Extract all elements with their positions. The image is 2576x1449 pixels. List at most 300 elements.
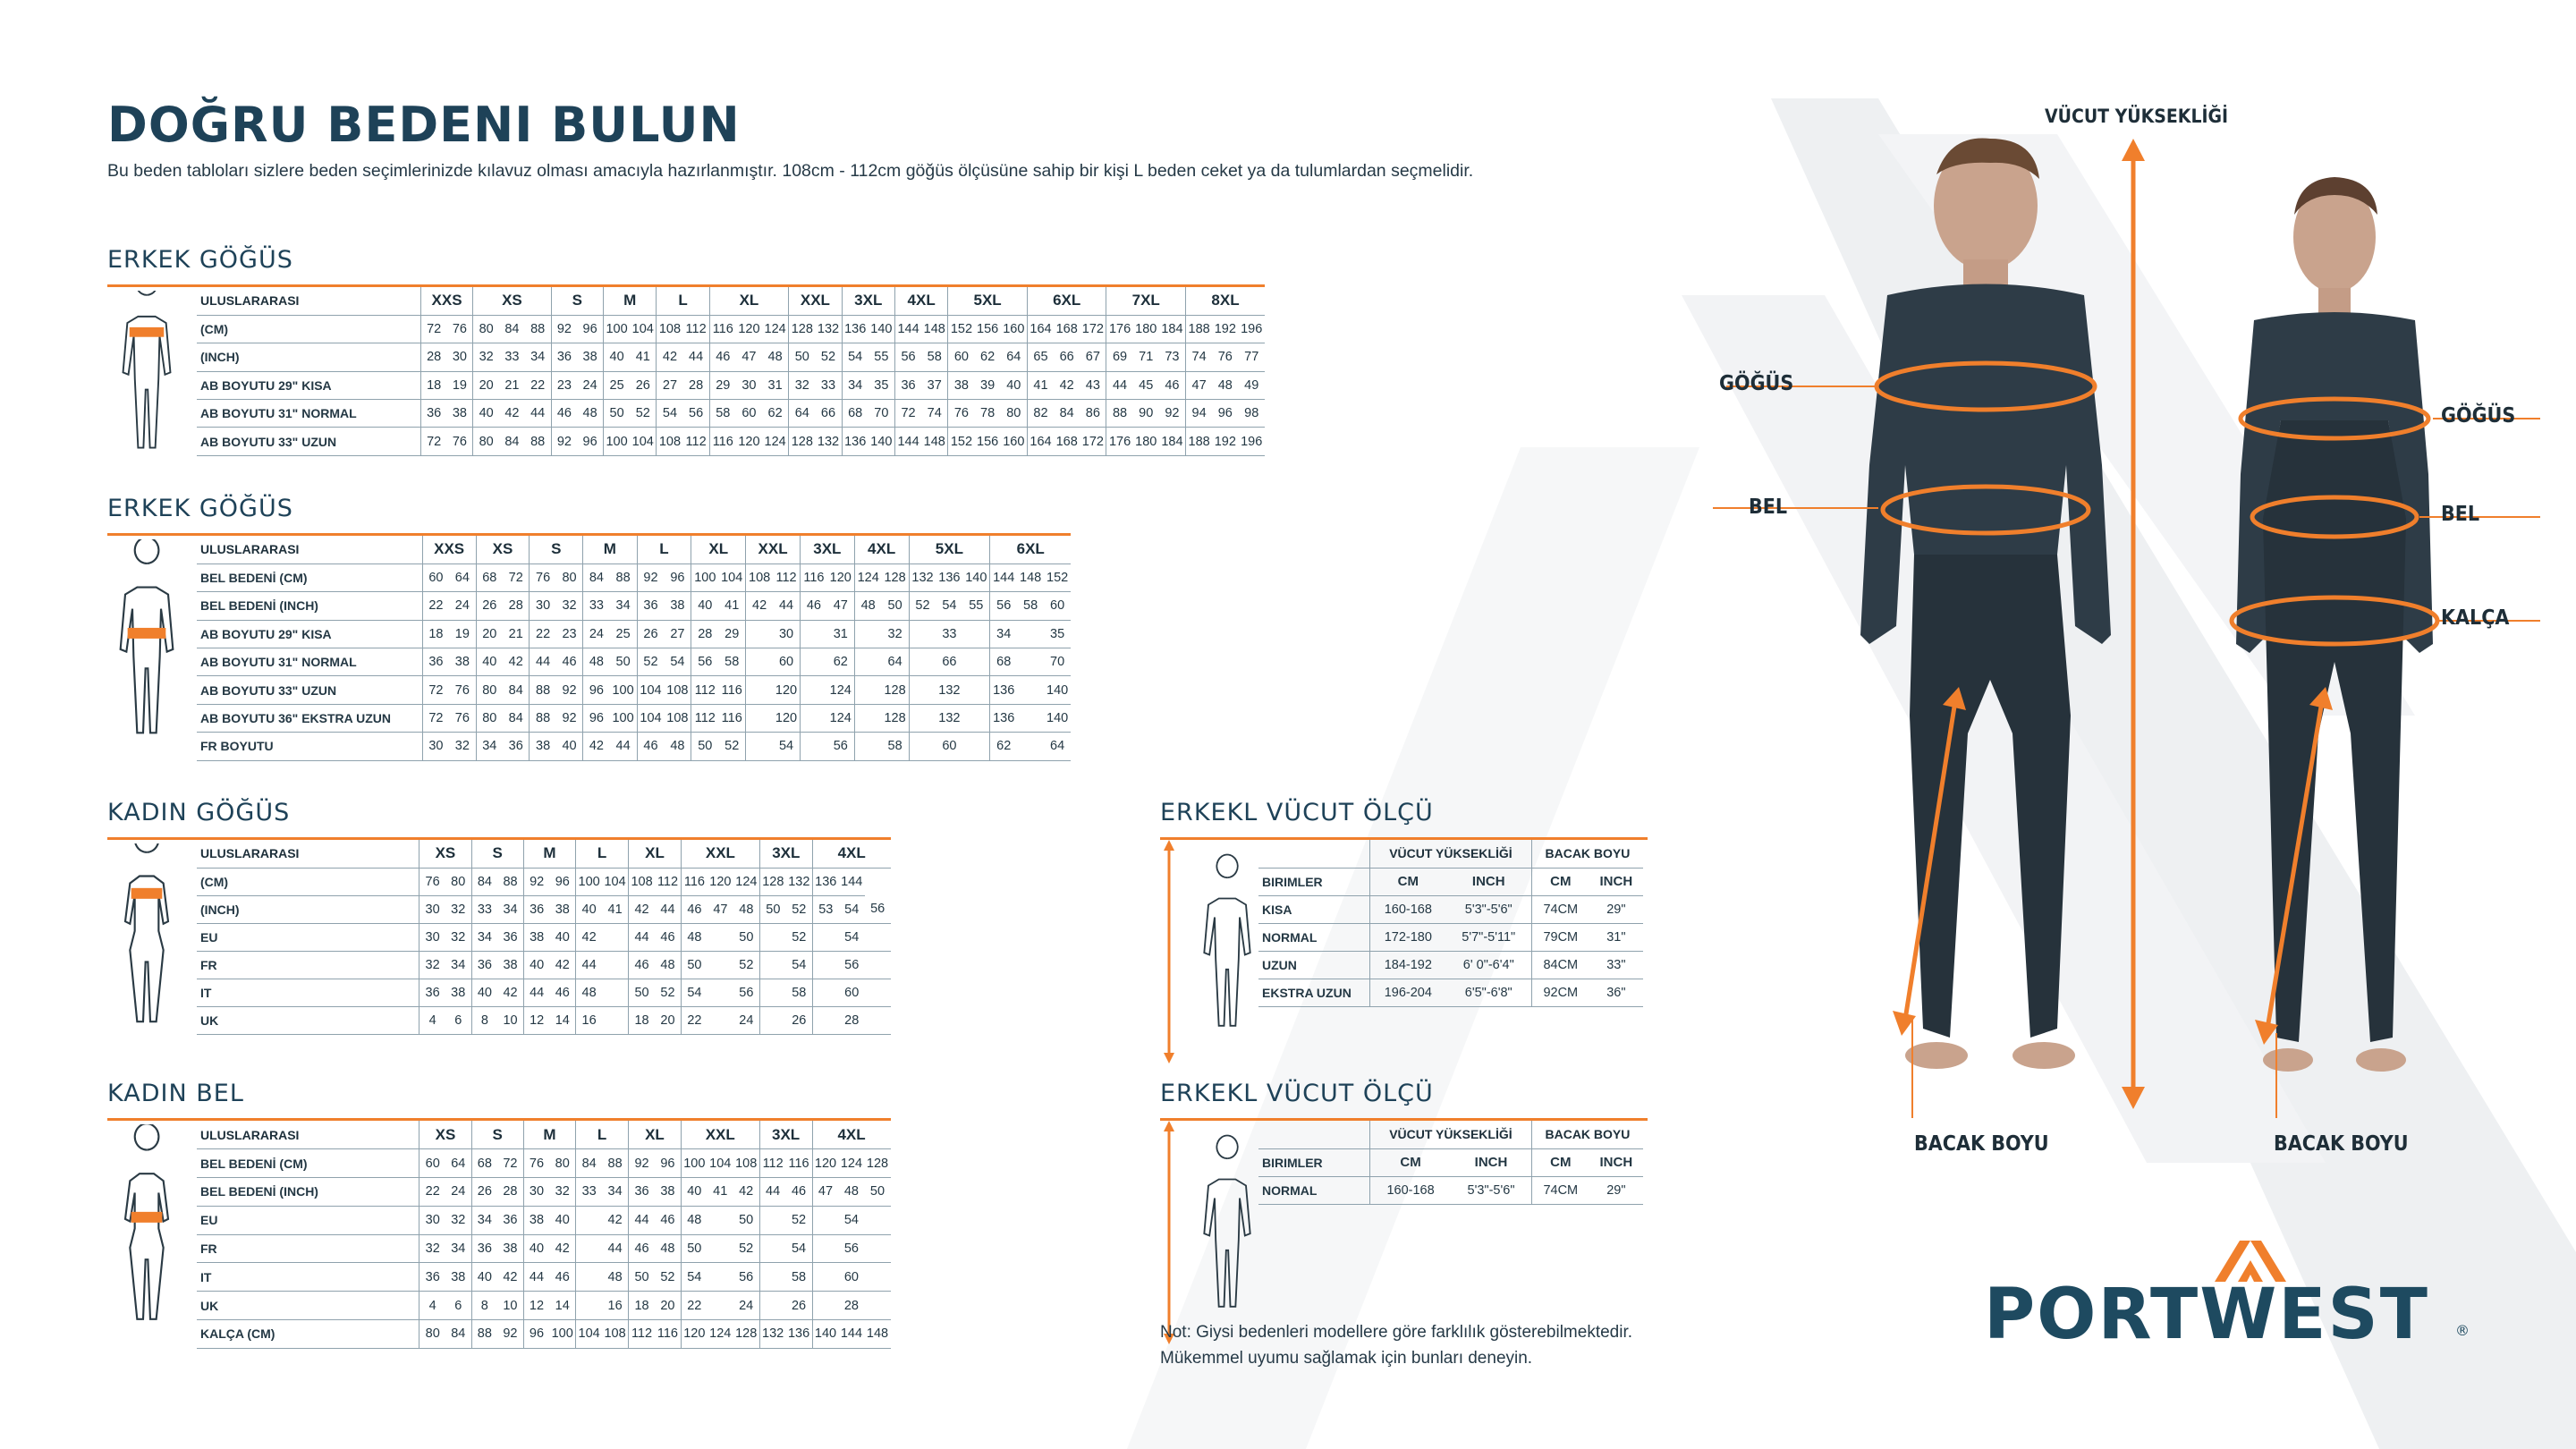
table-cell: 60	[839, 979, 865, 1006]
table-cell: 52	[786, 1206, 812, 1234]
table-cell: 50	[733, 923, 759, 951]
row-label: UZUN	[1258, 951, 1370, 979]
table-cell: 26	[476, 592, 503, 620]
table-cell: 64	[1044, 733, 1071, 760]
table-cell: 98	[1238, 400, 1265, 428]
note-line-2: Mükemmel uyumu sağlamak için bunları deneyin.	[1160, 1349, 1533, 1368]
table-cell: 58	[718, 648, 745, 676]
table-header	[1258, 840, 1370, 868]
table-cell: 136	[990, 676, 1017, 704]
table-cell: 60	[419, 1149, 445, 1178]
table-cell: 172	[1080, 428, 1106, 455]
table-cell: 68	[990, 648, 1017, 676]
table-cell	[1017, 620, 1044, 648]
table-cell: 48	[655, 951, 681, 979]
table-cell: 27	[657, 371, 683, 399]
table-cell: 104	[708, 1149, 733, 1178]
table-cell: 60	[838, 1263, 864, 1292]
table-cell	[812, 1234, 838, 1263]
table-cell: 6'5"-6'8"	[1446, 979, 1532, 1006]
table-cell: 48	[602, 1263, 628, 1292]
table-cell: 12	[523, 1006, 549, 1034]
row-label: AB BOYUTU 31" NORMAL	[197, 648, 422, 676]
table-cell: 176	[1106, 428, 1133, 455]
table-cell: 60	[948, 343, 975, 371]
table-cell: 28	[838, 1292, 864, 1320]
row-label: EU	[197, 1206, 419, 1234]
table-cell: 152	[948, 428, 975, 455]
table-row	[197, 1263, 891, 1292]
table-cell: 58	[786, 979, 812, 1006]
table-cell: 92CM	[1531, 979, 1589, 1006]
table-subheader: CM	[1531, 868, 1589, 895]
table-cell: 38	[530, 733, 556, 760]
table-row	[197, 1178, 891, 1207]
table-cell: 34	[445, 1234, 471, 1263]
table-cell	[909, 733, 936, 760]
table-cell: 44	[1106, 371, 1133, 399]
table-cell: 50	[759, 895, 785, 923]
size-table-3	[107, 1118, 891, 1342]
table-cell	[746, 733, 773, 760]
table-cell: 66	[815, 400, 842, 428]
table-cell: 72	[497, 1149, 523, 1178]
table-cell: 76	[419, 868, 445, 895]
table-row	[197, 620, 1071, 648]
table-cell: 44	[602, 1234, 628, 1263]
table-cell	[746, 704, 773, 732]
table-cell: 92	[1159, 400, 1186, 428]
table-header: VÜCUT YÜKSEKLİĞİ	[1370, 840, 1532, 868]
table-row	[197, 1149, 891, 1178]
table-row	[197, 1292, 891, 1320]
table-cell: 88	[471, 1320, 497, 1349]
table-row	[197, 1320, 891, 1349]
table-cell: 47	[812, 1178, 838, 1207]
table-cell: 36	[471, 951, 497, 979]
table-cell: 104	[718, 564, 745, 591]
size-header: M	[583, 536, 637, 564]
table-cell: 100	[576, 868, 602, 895]
table-cell: 26	[786, 1292, 812, 1320]
table-cell: 26	[637, 620, 664, 648]
table-cell: 28	[683, 371, 710, 399]
table-cell: 60	[1044, 592, 1071, 620]
table-cell: 74	[921, 400, 948, 428]
table-cell: 70	[1044, 648, 1071, 676]
table-cell	[759, 1292, 785, 1320]
table-cell: 68	[476, 564, 503, 591]
body-figure-icon	[111, 843, 182, 1030]
size-header: XXL	[681, 1121, 759, 1149]
size-table-1	[107, 533, 1071, 754]
table-cell	[812, 951, 838, 979]
body-measure-table-4	[1160, 837, 1648, 1000]
table-cell	[865, 979, 891, 1006]
table-cell: 88	[610, 564, 637, 591]
table-cell: 140	[1044, 704, 1071, 732]
row-label: FR BOYUTU	[197, 733, 422, 760]
body-figure-icon	[111, 291, 182, 452]
size-header: 3XL	[759, 840, 812, 868]
table-cell: 100	[610, 704, 637, 732]
table-cell: 104	[637, 676, 664, 704]
table-cell: 38	[549, 895, 575, 923]
height-arrow-icon	[1160, 1121, 1214, 1353]
table-cell: 66	[936, 648, 962, 676]
row-label: NORMAL	[1258, 923, 1370, 951]
row-label: EU	[197, 923, 419, 951]
table-cell: 104	[630, 315, 657, 343]
table-cell: 124	[708, 1320, 733, 1349]
table-cell	[962, 620, 989, 648]
table-row	[197, 564, 1071, 591]
table-cell: 44	[525, 400, 551, 428]
row-label: (INCH)	[197, 895, 419, 923]
table-cell	[708, 923, 733, 951]
table-cell: 42	[733, 1178, 759, 1207]
table-cell: 58	[882, 733, 909, 760]
table-cell: 92	[551, 315, 577, 343]
table-cell: 196-204	[1370, 979, 1446, 1006]
table-cell: 34	[497, 895, 523, 923]
table-cell: 12	[523, 1292, 549, 1320]
table-cell: 124	[827, 676, 854, 704]
table-cell: 56	[827, 733, 854, 760]
table-cell: 80	[445, 868, 471, 895]
table-cell: 56	[865, 895, 891, 923]
table-header-label: ULUSLARARASI	[197, 1121, 419, 1149]
size-header: XXL	[746, 536, 801, 564]
table-cell: 42	[497, 979, 523, 1006]
table-cell: 184	[1159, 315, 1186, 343]
table-cell: 41	[718, 592, 745, 620]
table-cell: 52	[630, 400, 657, 428]
height-arrow	[2122, 139, 2145, 1109]
table-subheader: CM	[1370, 868, 1446, 895]
table-cell: 46	[549, 1263, 575, 1292]
table-cell: 84	[1054, 400, 1080, 428]
table-cell: 84	[503, 676, 530, 704]
row-label: (CM)	[197, 868, 419, 895]
section-title-men-waist: ERKEK GÖĞÜS	[107, 495, 293, 522]
row-label: AB BOYUTU 36" EKSTRA UZUN	[197, 704, 422, 732]
size-table-0	[107, 284, 1265, 449]
table-cell: 44	[610, 733, 637, 760]
table-cell	[759, 1006, 785, 1034]
table-cell: 24	[583, 620, 610, 648]
table-cell: 148	[921, 428, 948, 455]
table-cell: 24	[577, 371, 603, 399]
table-cell: 144	[894, 315, 921, 343]
table-cell: 67	[1080, 343, 1106, 371]
table-cell: 40	[471, 1263, 497, 1292]
table-cell: 46	[786, 1178, 812, 1207]
table-cell: 36	[551, 343, 577, 371]
table-cell	[865, 923, 891, 951]
table-cell: 32	[789, 371, 816, 399]
table-cell: 47	[736, 343, 762, 371]
table-cell: 54	[839, 895, 865, 923]
table-cell: 18	[420, 371, 446, 399]
table-cell: 88	[1106, 400, 1133, 428]
table-cell: 10	[497, 1292, 523, 1320]
table-cell: 31"	[1589, 923, 1643, 951]
table-cell: 48	[854, 592, 881, 620]
table-cell: 168	[1054, 315, 1080, 343]
table-cell: 120	[773, 704, 800, 732]
table-cell: 112	[773, 564, 800, 591]
table-row	[1258, 895, 1643, 923]
table-cell: 48	[733, 895, 759, 923]
table-cell: 44	[683, 343, 710, 371]
table-cell: 18	[422, 620, 449, 648]
table-row	[197, 868, 891, 895]
table-cell: 40	[603, 343, 630, 371]
table-cell: 32	[549, 1178, 575, 1207]
size-header: XXL	[789, 287, 842, 315]
row-label: AB BOYUTU 33" UZUN	[197, 428, 420, 455]
table-cell: 36	[503, 733, 530, 760]
table-header: BACAK BOYU	[1531, 840, 1643, 868]
table-cell	[602, 979, 628, 1006]
table-cell: 68	[842, 400, 869, 428]
table-cell: 72	[422, 676, 449, 704]
table-cell	[854, 648, 881, 676]
table-cell: 42	[629, 895, 655, 923]
table-cell: 96	[583, 676, 610, 704]
table-cell: 108	[664, 704, 691, 732]
section-title-women-chest: KADIN GÖĞÜS	[107, 799, 291, 826]
table-cell: 128	[882, 676, 909, 704]
table-cell: 40	[549, 923, 575, 951]
table-cell: 188	[1186, 428, 1213, 455]
table-cell: 52	[909, 592, 936, 620]
table-cell: 168	[1054, 428, 1080, 455]
table-cell: 192	[1212, 428, 1238, 455]
table-cell	[800, 704, 826, 732]
table-subheader: INCH	[1451, 1148, 1531, 1176]
table-cell: 48	[1212, 371, 1238, 399]
table-cell: 22	[681, 1292, 707, 1320]
table-cell: 40	[473, 400, 499, 428]
table-cell: 42	[499, 400, 525, 428]
table-cell: 41	[1027, 371, 1054, 399]
table-row	[197, 1234, 891, 1263]
table-cell: 42	[549, 1234, 575, 1263]
table-cell: 54	[786, 951, 812, 979]
table-cell: 48	[576, 979, 602, 1006]
table-cell: 26	[630, 371, 657, 399]
table-cell	[759, 1206, 785, 1234]
table-cell: 30	[447, 343, 473, 371]
table-cell: 52	[733, 1234, 759, 1263]
table-row	[197, 343, 1265, 371]
table-cell: 128	[864, 1149, 890, 1178]
table-cell: 38	[497, 951, 523, 979]
table-cell: 30	[523, 1178, 549, 1207]
table-subheader: BIRIMLER	[1258, 868, 1370, 895]
table-cell: 160-168	[1370, 1176, 1452, 1204]
table-cell: 60	[422, 564, 449, 591]
section-title-body-measure-2: ERKEKL VÜCUT ÖLÇÜ	[1160, 1080, 1434, 1107]
table-cell: 50	[629, 1263, 655, 1292]
table-cell: 84	[503, 704, 530, 732]
table-cell: 88	[530, 704, 556, 732]
table-cell	[812, 979, 838, 1006]
table-cell: 34	[842, 371, 869, 399]
table-cell: 18	[629, 1006, 655, 1034]
table-cell: 80	[556, 564, 583, 591]
table-cell: 40	[523, 951, 549, 979]
table-cell: 136	[842, 315, 869, 343]
table-cell: 38	[664, 592, 691, 620]
note-line-1: Not: Giysi bedenleri modellere göre farklılık gösterebilmektedir.	[1160, 1323, 1633, 1342]
table-cell: 52	[733, 951, 759, 979]
table-cell	[759, 923, 785, 951]
table-cell: 52	[637, 648, 664, 676]
size-header: L	[637, 536, 691, 564]
male-model	[1860, 139, 2111, 1070]
size-header: M	[523, 840, 575, 868]
table-cell: 104	[637, 704, 664, 732]
row-label: BEL BEDENİ (CM)	[197, 564, 422, 591]
table-cell: 62	[762, 400, 789, 428]
table-cell: 124	[762, 315, 789, 343]
table-cell: 48	[838, 1178, 864, 1207]
table-cell: 70	[869, 400, 895, 428]
table-cell: 76	[530, 564, 556, 591]
table-cell: 108	[629, 868, 655, 895]
table-cell	[1017, 676, 1044, 704]
table-cell: 49	[1238, 371, 1265, 399]
table-subheader: CM	[1370, 1148, 1452, 1176]
label-waist-male: BEL	[1749, 496, 1788, 519]
table-cell: 8	[471, 1006, 497, 1034]
table-cell: 76	[449, 676, 476, 704]
table-cell: 34	[990, 620, 1017, 648]
table-cell: 40	[471, 979, 497, 1006]
table-cell	[576, 1206, 602, 1234]
table-cell: 100	[681, 1149, 707, 1178]
table-cell	[854, 676, 881, 704]
table-cell	[1017, 733, 1044, 760]
table-cell: 50	[789, 343, 816, 371]
size-header: M	[603, 287, 656, 315]
table-cell: 42	[583, 733, 610, 760]
table-cell: 22	[422, 592, 449, 620]
row-label: AB BOYUTU 29" KISA	[197, 371, 420, 399]
row-label: IT	[197, 979, 419, 1006]
table-cell: 80	[419, 1320, 445, 1349]
row-label: (INCH)	[197, 343, 420, 371]
table-cell: 72	[894, 400, 921, 428]
table-header-label: ULUSLARARASI	[197, 536, 422, 564]
table-cell: 40	[1001, 371, 1028, 399]
table-cell	[708, 1206, 733, 1234]
table-cell: 33	[576, 1178, 602, 1207]
table-cell: 31	[762, 371, 789, 399]
table-cell: 33	[583, 592, 610, 620]
table-cell	[812, 1006, 838, 1034]
table-cell: 8	[471, 1292, 497, 1320]
table-cell: 27	[664, 620, 691, 648]
table-cell: 120	[736, 315, 762, 343]
table-cell: 48	[583, 648, 610, 676]
table-cell: 54	[681, 979, 707, 1006]
table-cell: 180	[1133, 315, 1159, 343]
table-cell: 34	[602, 1178, 628, 1207]
table-cell: 120	[708, 868, 733, 895]
table-cell: 29"	[1589, 1176, 1643, 1204]
table-cell: 132	[786, 868, 812, 895]
size-header: 5XL	[909, 536, 990, 564]
table-cell: 62	[975, 343, 1001, 371]
portwest-logo-text: PORTWEST	[1984, 1275, 2429, 1355]
label-waist-female: BEL	[2441, 503, 2480, 526]
table-cell	[602, 951, 628, 979]
table-row	[197, 733, 1071, 760]
table-cell: 52	[786, 895, 812, 923]
table-cell: 116	[655, 1320, 681, 1349]
table-cell: 96	[549, 868, 575, 895]
table-cell: 108	[746, 564, 773, 591]
table-row	[1258, 923, 1643, 951]
table-cell: 92	[523, 868, 549, 895]
table-cell: 92	[556, 676, 583, 704]
table-header-label: ULUSLARARASI	[197, 840, 419, 868]
table-subheader: INCH	[1589, 868, 1643, 895]
size-header: XXS	[420, 287, 473, 315]
table-cell: 55	[962, 592, 989, 620]
table-cell: 50	[733, 1206, 759, 1234]
table-cell: 58	[921, 343, 948, 371]
table-cell: 32	[449, 733, 476, 760]
table-cell: 52	[718, 733, 745, 760]
table-cell: 69	[1106, 343, 1133, 371]
table-cell: 50	[629, 979, 655, 1006]
table-cell: 36	[419, 1263, 445, 1292]
table-cell	[708, 979, 733, 1006]
table-cell: 29	[718, 620, 745, 648]
table-cell: 54	[936, 592, 962, 620]
table-cell: 136	[990, 704, 1017, 732]
table-cell: 88	[497, 868, 523, 895]
table-row	[1258, 951, 1643, 979]
table-cell: 21	[499, 371, 525, 399]
table-cell: 33	[471, 895, 497, 923]
size-header: 4XL	[854, 536, 909, 564]
table-cell: 56	[839, 951, 865, 979]
row-label: BEL BEDENİ (CM)	[197, 1149, 419, 1178]
table-cell: 132	[936, 704, 962, 732]
table-cell: 30	[736, 371, 762, 399]
table-cell: 36	[497, 1206, 523, 1234]
table-cell: 38	[948, 371, 975, 399]
size-header: XS	[476, 536, 530, 564]
table-cell: 152	[1044, 564, 1071, 591]
size-header: XL	[709, 287, 789, 315]
table-cell: 100	[549, 1320, 575, 1349]
table-cell: 144	[894, 428, 921, 455]
table-cell: 120	[681, 1320, 707, 1349]
table-cell: 30	[773, 620, 800, 648]
table-cell: 76	[948, 400, 975, 428]
table-cell: 80	[549, 1149, 575, 1178]
table-cell: 40	[549, 1206, 575, 1234]
size-header: L	[657, 287, 709, 315]
table-cell: 5'3"-5'6"	[1446, 895, 1532, 923]
